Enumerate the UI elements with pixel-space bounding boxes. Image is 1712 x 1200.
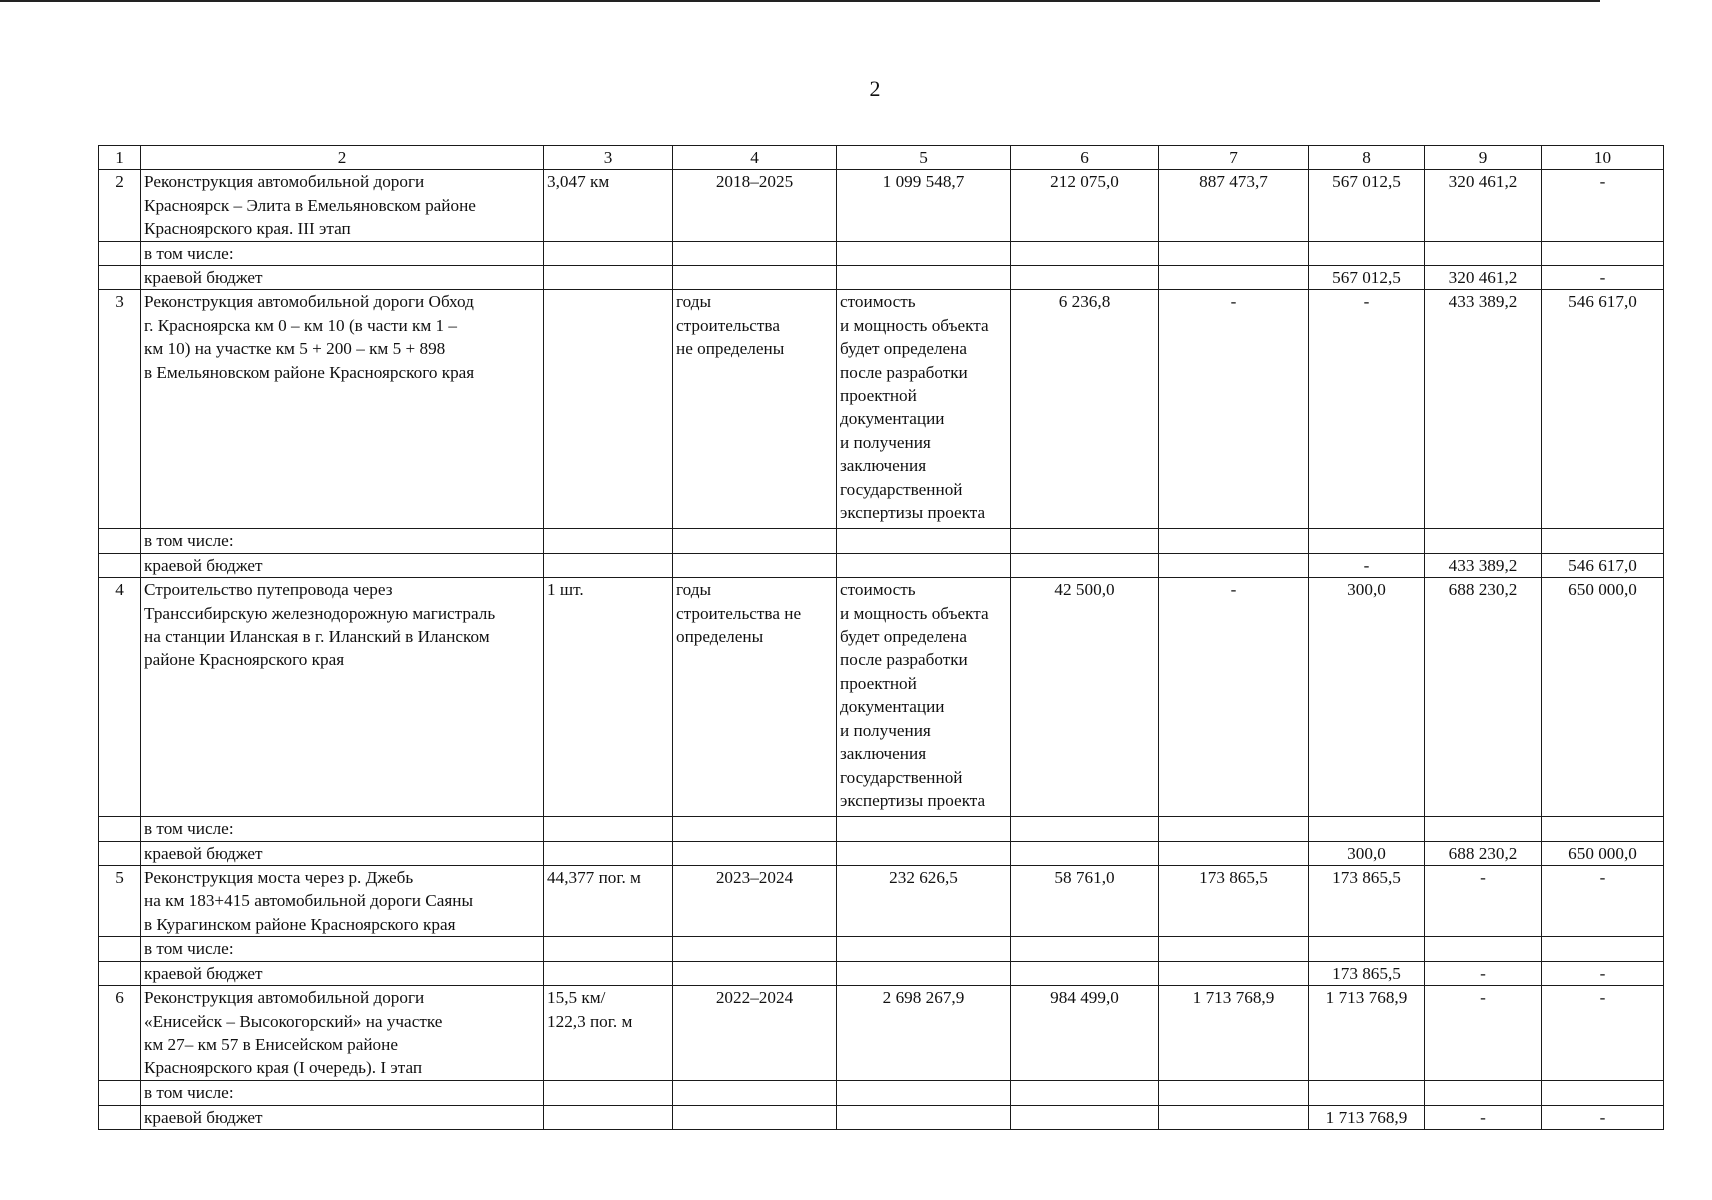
value-col10: - — [1542, 866, 1664, 937]
text-line: Красноярск – Элита в Емельяновском районе — [144, 195, 476, 215]
budget-col10: - — [1542, 1105, 1664, 1129]
text-line: будет определена — [840, 339, 967, 359]
budget-col10: 546 617,0 — [1542, 553, 1664, 577]
budget-col8: 173 865,5 — [1309, 961, 1425, 985]
text-line: документации — [840, 697, 945, 717]
text-line: районе Красноярского края — [144, 650, 345, 670]
text-line: Красноярского края. III этап — [144, 219, 351, 239]
text-line: Реконструкция автомобильной дороги — [144, 172, 425, 192]
value-col8: 567 012,5 — [1309, 170, 1425, 241]
text-line: км 10) на участке км 5 + 200 – км 5 + 898 — [144, 339, 446, 359]
table-row — [99, 241, 1664, 265]
text-line: экспертизы проекта — [840, 503, 986, 523]
header-cell: 10 — [1542, 146, 1664, 170]
text-line: заключения — [840, 456, 927, 476]
table-row — [99, 1081, 1664, 1105]
text-line: Реконструкция автомобильной дороги Обход — [144, 292, 474, 312]
table-row — [99, 266, 1664, 290]
text-line: в Курагинском районе Красноярского края — [144, 914, 456, 934]
value-col6: 984 499,0 — [1011, 986, 1159, 1081]
top-rule — [0, 0, 1600, 2]
including-label: в том числе: — [141, 937, 544, 961]
text-line: Строительство путепровода через — [144, 580, 393, 600]
row-number: 3 — [99, 290, 141, 529]
text-line: «Енисейск – Высокогорский» на участке — [144, 1011, 443, 1031]
header-cell: 8 — [1309, 146, 1425, 170]
text-line: стоимость — [840, 580, 916, 600]
budget-col8: 300,0 — [1309, 841, 1425, 865]
text-line: Реконструкция моста через р. Джебь — [144, 868, 414, 888]
value-col7: - — [1159, 290, 1309, 529]
regional-budget-label: краевой бюджет — [141, 1105, 544, 1129]
header-cell: 5 — [837, 146, 1011, 170]
value-col9: 320 461,2 — [1425, 170, 1542, 241]
row-number: 5 — [99, 866, 141, 937]
value-col9: - — [1425, 986, 1542, 1081]
table-row — [99, 937, 1664, 961]
project-name — [141, 866, 544, 937]
estimated-cost: 1 099 548,7 — [837, 170, 1011, 241]
table-row — [99, 1105, 1664, 1129]
years — [673, 578, 837, 817]
budget-col9: 320 461,2 — [1425, 266, 1542, 290]
value-col8: 173 865,5 — [1309, 866, 1425, 937]
page-number: 2 — [869, 76, 881, 101]
value-col9: 688 230,2 — [1425, 578, 1542, 817]
text-line: км 27– км 57 в Енисейском районе — [144, 1034, 398, 1054]
regional-budget-label: краевой бюджет — [141, 266, 544, 290]
text-line: на км 183+415 автомобильной дороги Саяны — [144, 891, 473, 911]
capacity: 3,047 км — [544, 170, 673, 241]
including-label: в том числе: — [141, 529, 544, 553]
row-number: 4 — [99, 578, 141, 817]
text-line: будет определена — [840, 627, 967, 647]
text-line: государственной — [840, 767, 963, 787]
capacity: 1 шт. — [544, 578, 673, 817]
header-cell: 4 — [673, 146, 837, 170]
table-row — [99, 290, 1664, 529]
project-name — [141, 578, 544, 817]
value-col10: 650 000,0 — [1542, 578, 1664, 817]
table-row — [99, 578, 1664, 817]
table-row — [99, 529, 1664, 553]
header-cell: 2 — [141, 146, 544, 170]
text-line: Транссибирскую железнодорожную магистраль — [144, 603, 496, 623]
including-label: в том числе: — [141, 241, 544, 265]
text-line: и мощность объекта — [840, 603, 989, 623]
regional-budget-label: краевой бюджет — [141, 841, 544, 865]
budget-col8: 1 713 768,9 — [1309, 1105, 1425, 1129]
text-line: Красноярского края (I очередь). I этап — [144, 1058, 423, 1078]
table-row — [99, 553, 1664, 577]
value-col10: 546 617,0 — [1542, 290, 1664, 529]
text-line: строительства — [676, 315, 780, 335]
value-col6: 58 761,0 — [1011, 866, 1159, 937]
text-line: годы — [676, 292, 712, 312]
header-row — [99, 146, 1664, 170]
text-line: на станции Иланская в г. Иланский в Иланском — [144, 627, 490, 647]
capacity — [544, 986, 673, 1081]
budget-col8: 567 012,5 — [1309, 266, 1425, 290]
text-line: государственной — [840, 479, 963, 499]
text-line: 122,3 пог. м — [547, 1011, 633, 1031]
value-col6: 6 236,8 — [1011, 290, 1159, 529]
text-line: после разработки — [840, 650, 968, 670]
text-line: после разработки — [840, 362, 968, 382]
value-col6: 42 500,0 — [1011, 578, 1159, 817]
text-line: проектной — [840, 673, 917, 693]
text-line: определены — [676, 627, 764, 647]
text-line: годы — [676, 580, 712, 600]
text-line: и мощность объекта — [840, 315, 989, 335]
budget-col10: - — [1542, 961, 1664, 985]
including-label: в том числе: — [141, 1081, 544, 1105]
budget-col9: 433 389,2 — [1425, 553, 1542, 577]
row-number: 6 — [99, 986, 141, 1081]
text-line: документации — [840, 409, 945, 429]
text-line: в Емельяновском районе Красноярского края — [144, 362, 475, 382]
budget-col8: - — [1309, 553, 1425, 577]
text-line: и получения — [840, 432, 931, 452]
budget-col10: - — [1542, 266, 1664, 290]
text-line: не определены — [676, 339, 785, 359]
budget-col9: - — [1425, 961, 1542, 985]
value-col8: - — [1309, 290, 1425, 529]
text-line: стоимость — [840, 292, 916, 312]
value-col6: 212 075,0 — [1011, 170, 1159, 241]
years: 2023–2024 — [673, 866, 837, 937]
capacity — [544, 290, 673, 529]
value-col9: - — [1425, 866, 1542, 937]
years: 2022–2024 — [673, 986, 837, 1081]
value-col9: 433 389,2 — [1425, 290, 1542, 529]
years: 2018–2025 — [673, 170, 837, 241]
estimated-cost: 2 698 267,9 — [837, 986, 1011, 1081]
value-col7: - — [1159, 578, 1309, 817]
value-col10: - — [1542, 170, 1664, 241]
header-cell: 1 — [99, 146, 141, 170]
text-line: 15,5 км/ — [547, 988, 606, 1008]
text-line: экспертизы проекта — [840, 790, 986, 810]
value-col7: 173 865,5 — [1159, 866, 1309, 937]
budget-col9: 688 230,2 — [1425, 841, 1542, 865]
table-row — [99, 961, 1664, 985]
project-name — [141, 290, 544, 529]
header-cell: 3 — [544, 146, 673, 170]
header-cell: 7 — [1159, 146, 1309, 170]
text-line: строительства не — [676, 603, 802, 623]
estimated-cost — [837, 290, 1011, 529]
regional-budget-label: краевой бюджет — [141, 961, 544, 985]
budget-col9: - — [1425, 1105, 1542, 1129]
years — [673, 290, 837, 529]
estimated-cost: 232 626,5 — [837, 866, 1011, 937]
including-label: в том числе: — [141, 817, 544, 841]
text-line: проектной — [840, 386, 917, 406]
value-col7: 1 713 768,9 — [1159, 986, 1309, 1081]
table-row — [99, 841, 1664, 865]
value-col8: 1 713 768,9 — [1309, 986, 1425, 1081]
estimated-cost — [837, 578, 1011, 817]
header-cell: 9 — [1425, 146, 1542, 170]
investment-table — [98, 145, 1664, 1130]
budget-col10: 650 000,0 — [1542, 841, 1664, 865]
value-col10: - — [1542, 986, 1664, 1081]
table-row — [99, 170, 1664, 241]
capacity: 44,377 пог. м — [544, 866, 673, 937]
header-cell: 6 — [1011, 146, 1159, 170]
text-line: заключения — [840, 744, 927, 764]
text-line: и получения — [840, 720, 931, 740]
value-col7: 887 473,7 — [1159, 170, 1309, 241]
row-number: 2 — [99, 170, 141, 241]
value-col8: 300,0 — [1309, 578, 1425, 817]
project-name — [141, 986, 544, 1081]
table-row — [99, 986, 1664, 1081]
project-name — [141, 170, 544, 241]
regional-budget-label: краевой бюджет — [141, 553, 544, 577]
table-row — [99, 817, 1664, 841]
text-line: Реконструкция автомобильной дороги — [144, 988, 425, 1008]
text-line: г. Красноярска км 0 – км 10 (в части км 1 – — [144, 315, 457, 335]
table-row — [99, 866, 1664, 937]
